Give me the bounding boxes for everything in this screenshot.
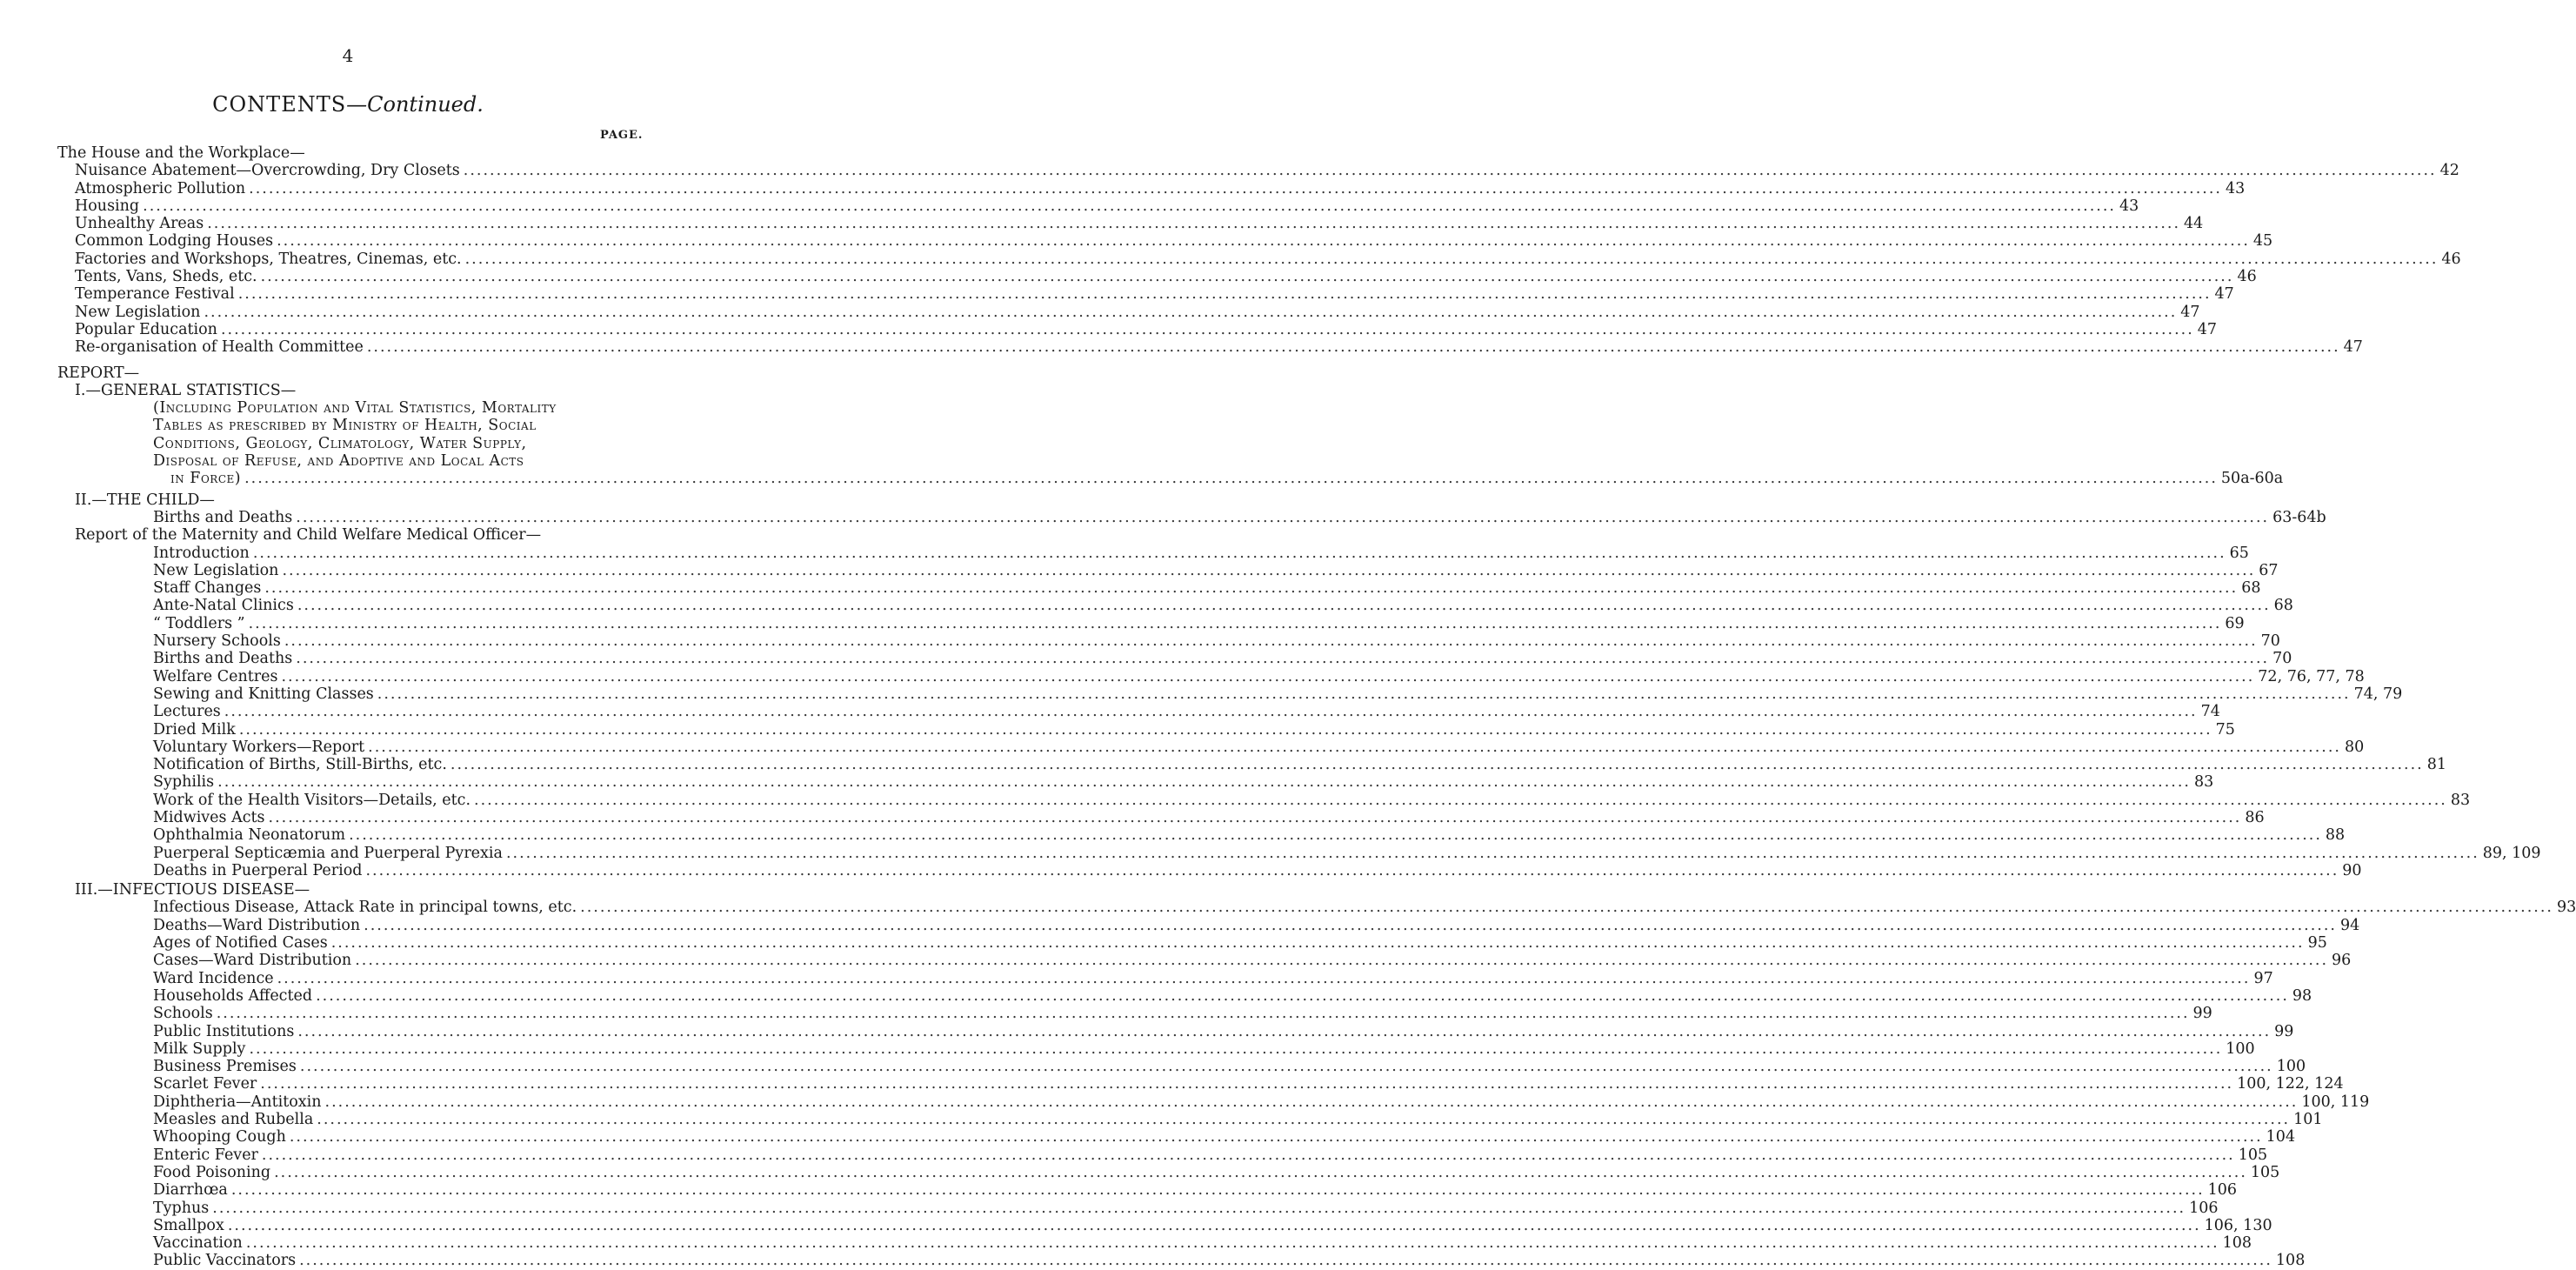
toc-entry xyxy=(153,773,2214,792)
entry-page: 44 xyxy=(2184,215,2204,233)
toc-entry xyxy=(153,1146,2268,1164)
section-3-entry xyxy=(0,916,2360,934)
leader-dots: ............................................................................................................................................................................................................................................................................................................ xyxy=(284,632,2258,651)
toc-entry xyxy=(153,579,2261,598)
leader-dots: ............................................................................................................................................................................................................................................................................................................ xyxy=(224,703,2198,721)
toc-entry xyxy=(153,1039,2255,1058)
entry-title: Enteric Fever xyxy=(153,1146,258,1164)
entry-page: 104 xyxy=(2266,1128,2296,1146)
entry-title: Infectious Disease, Attack Rate in principal towns, etc. xyxy=(153,899,577,917)
toc-entry xyxy=(153,791,2471,809)
entry-page: 108 xyxy=(2222,1234,2252,1253)
house-entry xyxy=(0,162,2459,180)
section-2-entry xyxy=(0,720,2235,739)
entry-title: Ages of Notified Cases xyxy=(153,934,328,952)
leader-dots: ............................................................................................................................................................................................................................................................................................................ xyxy=(244,470,2218,488)
leader-dots: ............................................................................................................................................................................................................................................................................................................ xyxy=(368,738,2341,756)
section-3-entry xyxy=(0,1058,2306,1076)
section-3-entry xyxy=(0,1022,2294,1040)
report-heading: REPORT— xyxy=(57,364,140,382)
entry-title: New Legislation xyxy=(75,303,201,321)
toc-entry xyxy=(75,197,2139,215)
entry-title: Business Premises xyxy=(153,1058,297,1076)
title-text: CONTENTS xyxy=(212,92,347,117)
toc-entry xyxy=(153,916,2360,934)
section-1-detail-line: (Including Population and Vital Statistics, Mortality xyxy=(153,399,557,418)
entry-title: Cases—Ward Distribution xyxy=(153,952,352,970)
section-3-entry xyxy=(0,934,2327,952)
toc-entry xyxy=(153,934,2327,952)
entry-title: Typhus xyxy=(153,1199,210,1217)
section-2-entry xyxy=(0,685,2403,703)
entry-page: 106 xyxy=(2189,1199,2219,1217)
toc-entry xyxy=(153,1234,2252,1253)
section-1-detail-last xyxy=(0,470,2284,488)
toc-entry xyxy=(153,1163,2280,1181)
house-entry xyxy=(0,232,2273,251)
entry-page: 47 xyxy=(2180,303,2200,321)
entry-title: Public Institutions xyxy=(153,1022,295,1040)
leader-dots: ............................................................................................................................................................................................................................................................................................................ xyxy=(227,1216,2201,1234)
leader-dots: ............................................................................................................................................................................................................................................................................................................ xyxy=(330,934,2305,952)
leader-dots: ............................................................................................................................................................................................................................................................................................................ xyxy=(249,1039,2223,1058)
toc-entry xyxy=(153,952,2352,970)
toc-entry xyxy=(75,285,2234,304)
section-2-entry xyxy=(0,773,2214,792)
leader-dots: ............................................................................................................................................................................................................................................................................................................ xyxy=(260,268,2234,286)
house-entry xyxy=(0,197,2139,215)
toc-entry xyxy=(153,508,2326,526)
entry-title: Lectures xyxy=(153,703,221,721)
leader-dots: ............................................................................................................................................................................................................................................................................................................ xyxy=(274,1163,2247,1181)
section-3-entry xyxy=(0,1039,2255,1058)
toc-entry xyxy=(153,720,2235,739)
entry-title: Staff Changes xyxy=(153,579,262,598)
entry-title: Temperance Festival xyxy=(75,285,235,304)
house-entry xyxy=(0,320,2218,338)
toc-entry xyxy=(75,250,2461,268)
toc-entry xyxy=(153,650,2292,668)
entry-title: Voluntary Workers—Report xyxy=(153,738,365,756)
entry-page: 45 xyxy=(2252,232,2273,251)
entry-page: 74 xyxy=(2200,703,2220,721)
entry-title: “ Toddlers ” xyxy=(153,614,245,632)
section-3-entry xyxy=(0,899,2576,917)
section-2-entry xyxy=(0,826,2346,845)
title-suffix: —Continued. xyxy=(346,92,484,117)
entry-page: 81 xyxy=(2426,756,2447,774)
entry-title: Whooping Cough xyxy=(153,1128,286,1146)
section-2-entry xyxy=(0,614,2245,632)
leader-dots: ............................................................................................................................................................................................................................................................................................................ xyxy=(277,232,2250,251)
leader-dots: ............................................................................................................................................................................................................................................................................................................ xyxy=(282,561,2256,579)
entry-page: 88 xyxy=(2325,826,2346,845)
leader-dots: ............................................................................................................................................................................................................................................................................................................ xyxy=(277,969,2251,987)
entry-page: 86 xyxy=(2245,808,2265,826)
entry-page: 43 xyxy=(2119,197,2139,215)
entry-page: 98 xyxy=(2292,986,2312,1005)
house-section-heading-row xyxy=(0,144,696,162)
entry-page: 99 xyxy=(2274,1022,2294,1040)
leader-dots: ............................................................................................................................................................................................................................................................................................................ xyxy=(299,1252,2272,1270)
section-1-detail-line: Tables as prescribed by Ministry of Health, Social xyxy=(153,417,537,435)
house-entry xyxy=(0,250,2461,268)
entry-title: Welfare Centres xyxy=(153,667,278,685)
section-2-entry xyxy=(0,808,2265,826)
section-2-entry xyxy=(0,667,2365,685)
house-entry xyxy=(0,303,2200,321)
toc-entry xyxy=(75,338,2363,357)
leader-dots: ............................................................................................................................................................................................................................................................................................................ xyxy=(299,1058,2273,1076)
entry-title: Public Vaccinators xyxy=(153,1252,297,1270)
report-heading-row xyxy=(0,364,696,382)
leader-dots: ............................................................................................................................................................................................................................................................................................................ xyxy=(249,179,2222,197)
toc-entry xyxy=(75,215,2204,233)
entry-title: Re-organisation of Health Committee xyxy=(75,338,364,357)
section-3-entry xyxy=(0,1075,2344,1093)
leader-dots: ............................................................................................................................................................................................................................................................................................................ xyxy=(316,986,2289,1005)
leader-dots: ............................................................................................................................................................................................................................................................................................................ xyxy=(296,508,2270,526)
entry-page: 108 xyxy=(2275,1252,2306,1270)
section-3-heading-row xyxy=(0,881,696,899)
toc-entry xyxy=(153,1005,2212,1023)
entry-page: 90 xyxy=(2342,861,2362,879)
entry-page: 95 xyxy=(2307,934,2327,952)
section-3-entry xyxy=(0,1216,2272,1234)
leader-dots: ............................................................................................................................................................................................................................................................................................................ xyxy=(260,1075,2234,1093)
leader-dots: ............................................................................................................................................................................................................................................................................................................ xyxy=(217,773,2191,792)
section-2-entry xyxy=(0,703,2220,721)
house-entry xyxy=(0,338,2363,357)
entry-page: 99 xyxy=(2192,1005,2212,1023)
entry-title: Housing xyxy=(75,197,140,215)
toc-entry xyxy=(75,320,2218,338)
section-2-entry xyxy=(0,791,2471,809)
entry-title: Popular Education xyxy=(75,320,217,338)
toc-entry xyxy=(153,969,2273,987)
entry-page: 46 xyxy=(2441,250,2461,268)
leader-dots: ............................................................................................................................................................................................................................................................................................................ xyxy=(349,826,2322,845)
entry-page: 96 xyxy=(2332,952,2352,970)
leader-dots: ............................................................................................................................................................................................................................................................................................................ xyxy=(261,1146,2235,1164)
toc-entry xyxy=(153,1093,2370,1111)
entry-page: 105 xyxy=(2238,1146,2268,1164)
section-3-entry xyxy=(0,1005,2212,1023)
entry-title: Nursery Schools xyxy=(153,632,281,651)
entry-title: Scarlet Fever xyxy=(153,1075,257,1093)
leader-dots: ............................................................................................................................................................................................................................................................................................................ xyxy=(464,250,2439,268)
toc-entry xyxy=(153,667,2365,685)
entry-title: Smallpox xyxy=(153,1216,224,1234)
entry-title: Tents, Vans, Sheds, etc. xyxy=(75,268,257,286)
entry-title: Diarrhœa xyxy=(153,1181,228,1200)
toc-entry xyxy=(153,614,2245,632)
toc-entry xyxy=(153,844,2541,862)
entry-title: New Legislation xyxy=(153,561,279,579)
toc-entry xyxy=(153,738,2365,756)
section-2-report-line: Report of the Maternity and Child Welfare Medical Officer— xyxy=(75,526,542,545)
page-column-label: PAGE. xyxy=(600,129,644,142)
entry-title: Atmospheric Pollution xyxy=(75,179,246,197)
toc-entry xyxy=(153,1058,2306,1076)
leader-dots: ............................................................................................................................................................................................................................................................................................................ xyxy=(207,215,2181,233)
leader-dots: ............................................................................................................................................................................................................................................................................................................ xyxy=(355,952,2329,970)
section-1-detail-line-row xyxy=(0,452,696,470)
entry-title: Factories and Workshops, Theatres, Cinemas, etc. xyxy=(75,250,462,268)
toc-entry xyxy=(153,899,2576,917)
section-2-report-line-row xyxy=(0,526,696,544)
toc-entry xyxy=(153,597,2293,615)
section-2-heading: II.—THE CHILD— xyxy=(75,491,215,509)
leader-dots: ............................................................................................................................................................................................................................................................................................................ xyxy=(364,916,2337,934)
section-2-heading-row xyxy=(0,491,696,509)
section-3-entry xyxy=(0,969,2273,987)
section-1-detail-line: Disposal of Refuse, and Adoptive and Local Acts xyxy=(153,452,524,471)
leader-dots: ............................................................................................................................................................................................................................................................................................................ xyxy=(237,285,2212,304)
entry-page: 89, 109 xyxy=(2482,844,2541,862)
entry-page: 100 xyxy=(2276,1058,2306,1076)
toc-entry xyxy=(153,1022,2294,1040)
entry-page: 70 xyxy=(2260,632,2280,651)
entry-page: 94 xyxy=(2339,916,2360,934)
section-3-entry xyxy=(0,1181,2238,1200)
table-of-contents xyxy=(0,144,2576,1270)
section-2-entry xyxy=(0,650,2292,668)
entry-page: 69 xyxy=(2225,614,2245,632)
house-entry xyxy=(0,215,2204,233)
entry-title: Puerperal Septicæmia and Puerperal Pyrexia xyxy=(153,844,503,862)
entry-title: Milk Supply xyxy=(153,1039,246,1058)
toc-entry xyxy=(153,1128,2296,1146)
toc-entry xyxy=(153,1199,2219,1217)
section-3-entry xyxy=(0,1163,2280,1181)
entry-title: Births and Deaths xyxy=(153,508,293,526)
toc-entry xyxy=(153,703,2220,721)
entry-page: 93 xyxy=(2556,899,2576,917)
section-2-entry xyxy=(0,544,2249,562)
entry-title: Syphilis xyxy=(153,773,215,792)
toc-entry xyxy=(153,561,2279,579)
entry-page: 83 xyxy=(2193,773,2214,792)
entry-page: 106 xyxy=(2207,1181,2238,1200)
section-1-detail-line: Conditions, Geology, Climatology, Water Supply, xyxy=(153,434,527,452)
toc-entry xyxy=(153,861,2362,879)
entry-page: 67 xyxy=(2259,561,2279,579)
section-3-entry xyxy=(0,1128,2296,1146)
section-3-entry xyxy=(0,1199,2219,1217)
entry-page: 83 xyxy=(2450,791,2471,809)
toc-entry xyxy=(153,756,2447,774)
entry-title: Diphtheria—Antitoxin xyxy=(153,1093,322,1111)
spacer xyxy=(0,357,696,364)
entry-page: 100 xyxy=(2226,1039,2255,1058)
leader-dots: ............................................................................................................................................................................................................................................................................................................ xyxy=(268,808,2242,826)
toc-entry xyxy=(153,986,2312,1005)
page-number: 4 xyxy=(342,45,354,66)
entry-title: Food Poisoning xyxy=(153,1163,271,1181)
leader-dots: ............................................................................................................................................................................................................................................................................................................ xyxy=(296,650,2270,668)
toc-entry xyxy=(75,303,2200,321)
section-1-detail-line-row xyxy=(0,417,696,434)
leader-dots: ............................................................................................................................................................................................................................................................................................................ xyxy=(216,1005,2190,1023)
toc-entry xyxy=(153,544,2249,562)
entry-title: Sewing and Knitting Classes xyxy=(153,685,374,703)
leader-dots: ............................................................................................................................................................................................................................................................................................................ xyxy=(281,667,2255,685)
section-1-heading-row xyxy=(0,382,696,399)
entry-title: Schools xyxy=(153,1005,213,1023)
section-2-entry xyxy=(0,756,2447,774)
toc-entry xyxy=(153,632,2280,651)
toc-entry xyxy=(153,1216,2272,1234)
entry-title: in Force) xyxy=(170,470,242,488)
section-2-births xyxy=(0,508,2326,526)
entry-title: Measles and Rubella xyxy=(153,1111,314,1129)
entry-page: 65 xyxy=(2229,544,2249,562)
section-2-entry xyxy=(0,861,2362,879)
toc-entry xyxy=(153,826,2346,845)
leader-dots: ............................................................................................................................................................................................................................................................................................................ xyxy=(252,544,2226,562)
entry-page: 47 xyxy=(2197,320,2218,338)
entry-page: 70 xyxy=(2272,650,2292,668)
entry-page: 46 xyxy=(2237,268,2257,286)
toc-entry xyxy=(153,1181,2238,1200)
section-3-entry xyxy=(0,952,2352,970)
entry-title: Deaths—Ward Distribution xyxy=(153,916,361,934)
entry-title: Dried Milk xyxy=(153,720,236,739)
entry-title: Ante-Natal Clinics xyxy=(153,597,294,615)
leader-dots: ............................................................................................................................................................................................................................................................................................................ xyxy=(289,1128,2263,1146)
entry-page: 68 xyxy=(2241,579,2261,598)
section-3-heading: III.—INFECTIOUS DISEASE— xyxy=(75,881,310,899)
section-3-entry xyxy=(0,1234,2252,1253)
entry-page: 47 xyxy=(2214,285,2234,304)
entry-title: Work of the Health Visitors—Details, etc. xyxy=(153,791,471,809)
leader-dots: ............................................................................................................................................................................................................................................................................................................ xyxy=(463,162,2437,180)
leader-dots: ............................................................................................................................................................................................................................................................................................................ xyxy=(248,614,2222,632)
leader-dots: ............................................................................................................................................................................................................................................................................................................ xyxy=(450,756,2424,774)
section-2-entry xyxy=(0,561,2279,579)
entry-page: 80 xyxy=(2345,738,2365,756)
section-2-entry xyxy=(0,597,2293,615)
leader-dots: ............................................................................................................................................................................................................................................................................................................ xyxy=(580,899,2553,917)
leader-dots: ............................................................................................................................................................................................................................................................................................................ xyxy=(230,1181,2205,1200)
entry-page: 47 xyxy=(2343,338,2363,357)
leader-dots: ............................................................................................................................................................................................................................................................................................................ xyxy=(220,320,2194,338)
toc-entry xyxy=(153,808,2265,826)
entry-page: 100, 122, 124 xyxy=(2237,1075,2344,1093)
leader-dots: ............................................................................................................................................................................................................................................................................................................ xyxy=(365,861,2339,879)
entry-page: 75 xyxy=(2215,720,2235,739)
leader-dots: ............................................................................................................................................................................................................................................................................................................ xyxy=(204,303,2178,321)
section-2-entry xyxy=(0,738,2365,756)
entry-title: Common Lodging Houses xyxy=(75,232,274,251)
section-1-detail-line-row xyxy=(0,399,696,417)
leader-dots: ............................................................................................................................................................................................................................................................................................................ xyxy=(245,1234,2219,1253)
entry-page: 63-64b xyxy=(2272,508,2326,526)
page-title xyxy=(0,92,696,117)
leader-dots: ............................................................................................................................................................................................................................................................................................................ xyxy=(324,1093,2299,1111)
section-1-heading: I.—GENERAL STATISTICS— xyxy=(75,381,297,399)
entry-page: 97 xyxy=(2253,969,2273,987)
section-3-entry xyxy=(0,1111,2323,1129)
entry-title: Introduction xyxy=(153,544,250,562)
entry-page: 100, 119 xyxy=(2301,1093,2370,1111)
house-entry xyxy=(0,179,2246,197)
entry-title: Households Affected xyxy=(153,986,313,1005)
entry-page: 101 xyxy=(2293,1111,2323,1129)
entry-title: Births and Deaths xyxy=(153,650,293,668)
leader-dots: ............................................................................................................................................................................................................................................................................................................ xyxy=(297,597,2271,615)
toc-entry xyxy=(153,1111,2323,1129)
entry-title: Unhealthy Areas xyxy=(75,215,204,233)
house-section-heading: The House and the Workplace— xyxy=(57,144,305,162)
section-3-entry xyxy=(0,1252,2306,1270)
section-2-entry xyxy=(0,632,2280,651)
entry-page: 43 xyxy=(2225,179,2246,197)
leader-dots: ............................................................................................................................................................................................................................................................................................................ xyxy=(212,1199,2186,1217)
section-2-entry xyxy=(0,579,2261,598)
leader-dots: ............................................................................................................................................................................................................................................................................................................ xyxy=(474,791,2447,809)
toc-entry xyxy=(170,470,2284,488)
entry-page: 72, 76, 77, 78 xyxy=(2258,667,2365,685)
section-3-entry xyxy=(0,986,2312,1005)
entry-title: Ward Incidence xyxy=(153,969,274,987)
toc-entry xyxy=(75,179,2246,197)
section-3-entry xyxy=(0,1146,2268,1164)
entry-title: Nuisance Abatement—Overcrowding, Dry Closets xyxy=(75,162,460,180)
entry-page: 106, 130 xyxy=(2204,1216,2272,1234)
entry-title: Vaccination xyxy=(153,1234,243,1253)
section-2-entry xyxy=(0,844,2541,862)
section-1-detail-line-row xyxy=(0,435,696,452)
entry-page: 74, 79 xyxy=(2353,685,2403,703)
leader-dots: ............................................................................................................................................................................................................................................................................................................ xyxy=(505,844,2479,862)
section-3-entry xyxy=(0,1093,2370,1111)
entry-page: 105 xyxy=(2250,1163,2280,1181)
toc-entry xyxy=(153,685,2403,703)
house-entry xyxy=(0,285,2234,304)
leader-dots: ............................................................................................................................................................................................................................................................................................................ xyxy=(366,338,2340,357)
leader-dots: ............................................................................................................................................................................................................................................................................................................ xyxy=(377,685,2351,703)
entry-title: Notification of Births, Still-Births, etc. xyxy=(153,756,447,774)
toc-entry xyxy=(75,268,2257,286)
house-entry xyxy=(0,268,2257,286)
leader-dots: ............................................................................................................................................................................................................................................................................................................ xyxy=(238,720,2212,739)
entry-title: Ophthalmia Neonatorum xyxy=(153,826,346,845)
entry-title: Deaths in Puerperal Period xyxy=(153,861,363,879)
toc-entry xyxy=(153,1252,2306,1270)
entry-page: 42 xyxy=(2439,162,2459,180)
toc-entry xyxy=(153,1075,2344,1093)
toc-entry xyxy=(75,162,2459,180)
leader-dots: ............................................................................................................................................................................................................................................................................................................ xyxy=(297,1022,2272,1040)
entry-page: 68 xyxy=(2273,597,2293,615)
entry-title: Midwives Acts xyxy=(153,808,265,826)
leader-dots: ............................................................................................................................................................................................................................................................................................................ xyxy=(143,197,2116,215)
toc-entry xyxy=(75,232,2273,251)
leader-dots: ............................................................................................................................................................................................................................................................................................................ xyxy=(317,1111,2291,1129)
entry-page: 50a-60a xyxy=(2220,470,2284,488)
leader-dots: ............................................................................................................................................................................................................................................................................................................ xyxy=(264,579,2239,598)
